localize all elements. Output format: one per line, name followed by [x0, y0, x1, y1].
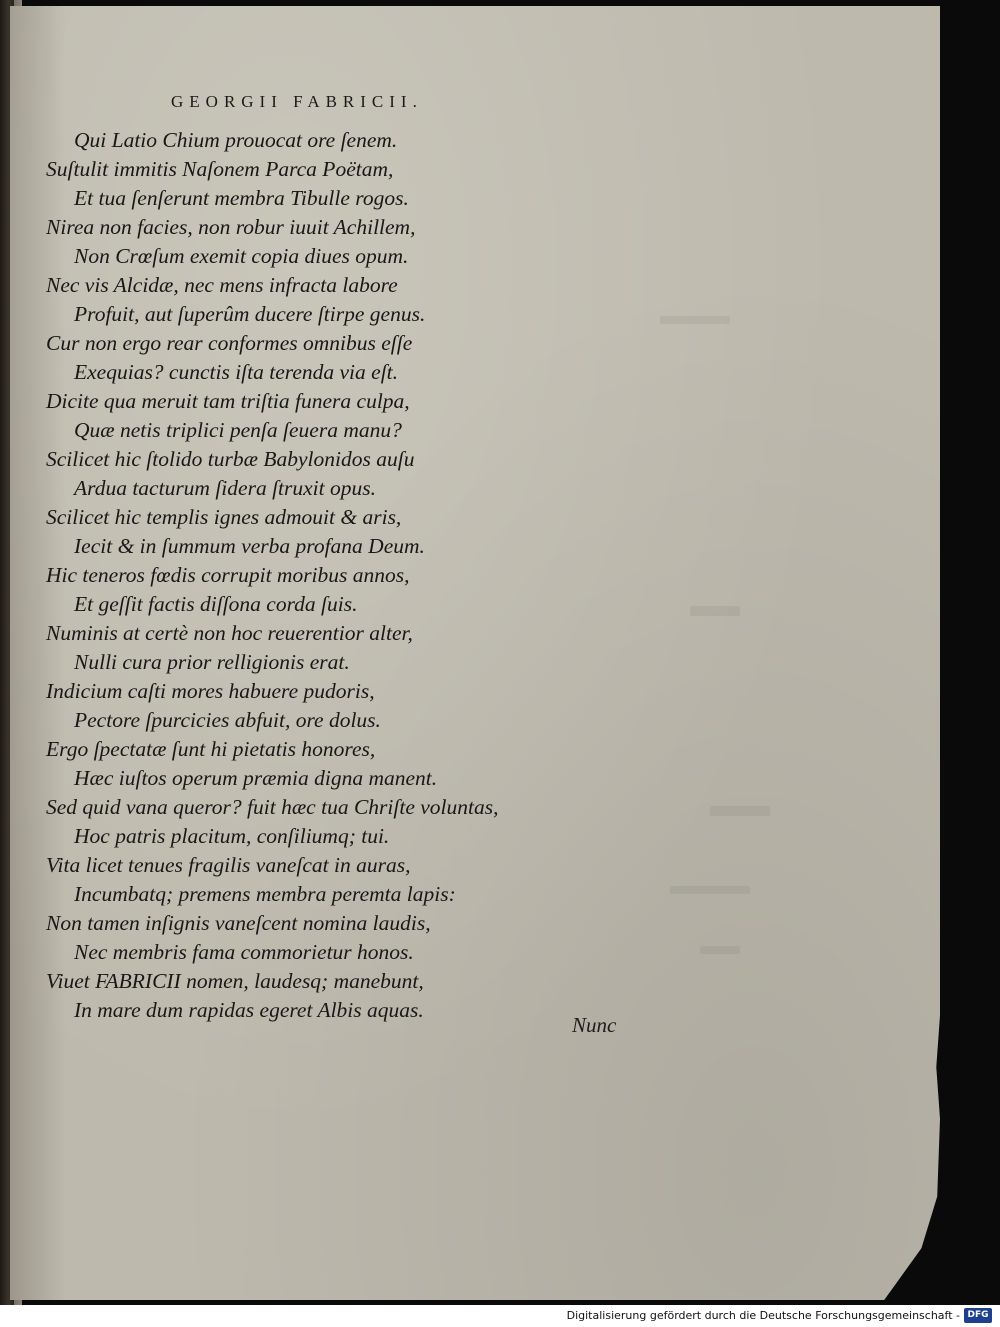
- verse-line: Hæc iuſtos operum præmia digna manent.: [74, 766, 438, 790]
- verse-line: Numinis at certè non hoc reuerentior alter,: [46, 621, 413, 645]
- verse-line: Ardua tacturum ſidera ſtruxit opus.: [74, 476, 376, 500]
- verse-line: Qui Latio Chium prouocat ore ſenem.: [74, 128, 398, 152]
- verse-line: Profuit, aut ſuperûm ducere ſtirpe genus.: [74, 302, 426, 326]
- verse-line: Incumbatq; premens membra peremta lapis:: [74, 882, 456, 906]
- verse-line: Non tamen inſignis vaneſcent nomina laudis,: [46, 911, 431, 935]
- verse-line: Scilicet hic templis ignes admouit & aris,: [46, 505, 402, 529]
- verse-line: Sed quid vana queror? fuit hæc tua Chriſte voluntas,: [46, 795, 499, 819]
- verse-line: Nec vis Alcidæ, nec mens infracta labore: [46, 273, 398, 297]
- verse-line: Hic teneros fœdis corrupit moribus annos,: [46, 563, 410, 587]
- running-head: GEORGII FABRICII.: [171, 92, 423, 111]
- dfg-logo: DFG: [964, 1308, 992, 1323]
- verse-line: Cur non ergo rear conformes omnibus eſſe: [46, 331, 413, 355]
- verse-line: Dicite qua meruit tam triſtia funera culpa,: [46, 389, 410, 413]
- funding-credit: Digitalisierung gefördert durch die Deutsche Forschungsgemeinschaft -: [566, 1309, 960, 1322]
- verse-line: In mare dum rapidas egeret Albis aquas.: [74, 998, 424, 1022]
- verse-line: Scilicet hic ſtolido turbæ Babylonidos auſu: [46, 447, 415, 471]
- verse-line: Nulli cura prior relligionis erat.: [74, 650, 350, 674]
- verse-line: Quæ netis triplici penſa ſeuera manu?: [74, 418, 402, 442]
- verse-line: Nec membris fama commorietur honos.: [74, 940, 414, 964]
- verse-line: Non Crœſum exemit copia diues opum.: [74, 244, 409, 268]
- verse-line: Vita licet tenues fragilis vaneſcat in auras,: [46, 853, 411, 877]
- verse-line: Ergo ſpectatæ ſunt hi pietatis honores,: [46, 737, 376, 761]
- verse-line: Suſtulit immitis Naſonem Parca Poëtam,: [46, 157, 394, 181]
- poem-text: [46, 126, 606, 1025]
- verse-line: Et tua ſenſerunt membra Tibulle rogos.: [74, 186, 409, 210]
- verse-line: Indicium caſti mores habuere pudoris,: [46, 679, 375, 703]
- verse-line: Exequias? cunctis iſta terenda via eſt.: [74, 360, 399, 384]
- verse-line: Hoc patris placitum, conſiliumq; tui.: [74, 824, 390, 848]
- verse-line: Nirea non facies, non robur iuuit Achillem,: [46, 215, 416, 239]
- catchword: Nunc: [572, 1013, 617, 1037]
- verse-line: Iecit & in ſummum verba profana Deum.: [74, 534, 425, 558]
- verse-line: Et geſſit factis diſſona corda ſuis.: [74, 592, 358, 616]
- verse-line: Viuet FABRICII nomen, laudesq; manebunt,: [46, 969, 424, 993]
- verse-line: Pectore ſpurcicies abfuit, ore dolus.: [74, 708, 381, 732]
